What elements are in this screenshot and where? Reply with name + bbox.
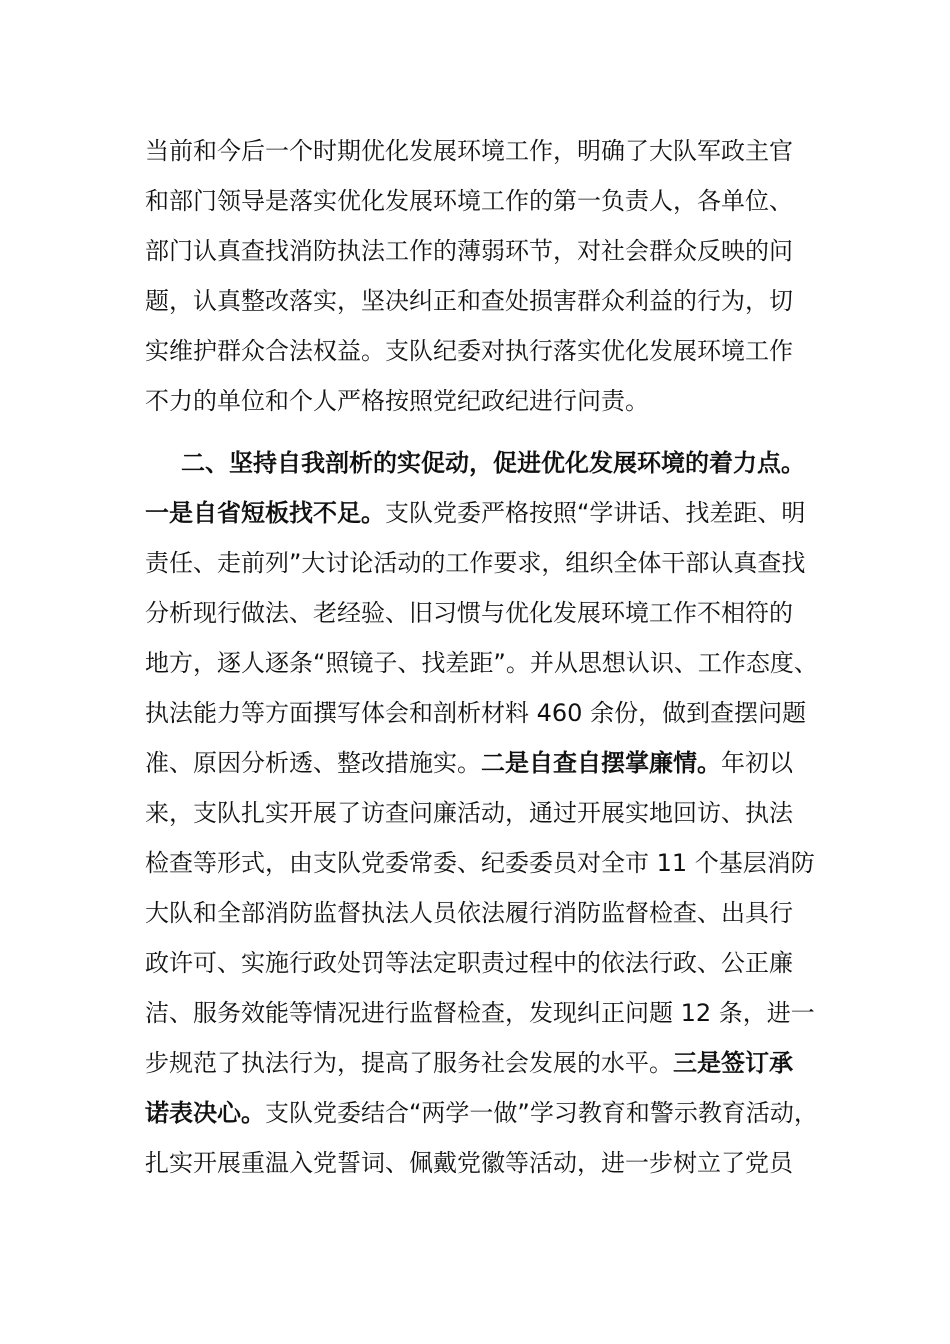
text-line: 扎实开展重温入党誓词、佩戴党徽等活动，进一步树立了党员 [145,1149,793,1177]
text-line: 政许可、实施行政处罚等法定职责过程中的依法行政、公正廉 [145,949,793,977]
text-run: 步规范了执法行为，提高了服务社会发展的水平。 [145,1049,673,1077]
bold-lead: 诺表决心。 [145,1099,265,1127]
text-run: 支队党委结合“两学一做”学习教育和警示教育活动， [265,1099,818,1127]
text-line: 实维护群众合法权益。支队纪委对执行落实优化发展环境工作 [145,337,793,365]
text-line [145,738,810,788]
text-line: 洁、服务效能等情况进行监督检查，发现纠正问题 12 条，进一 [145,999,815,1027]
text-line: 来，支队扎实开展了访查问廉活动，通过开展实地回访、执法 [145,799,793,827]
text-run: 支队党委严格按照“学讲话、找差距、明 [385,499,806,527]
text-line: 当前和今后一个时期优化发展环境工作，明确了大队军政主官 [145,137,793,165]
text-run: 年初以 [721,749,793,777]
paragraph-1 [145,126,810,426]
text-line [145,1088,818,1138]
text-line: 责任、走前列”大讨论活动的工作要求，组织全体干部认真查找 [145,549,806,577]
section-2 [145,438,818,1188]
bold-lead: 一是自省短板找不足。 [145,499,385,527]
text-line: 检查等形式，由支队党委常委、纪委委员对全市 11 个基层消防 [145,849,815,877]
text-line [145,1038,810,1088]
text-line: 题，认真整改落实，坚决纠正和查处损害群众利益的行为，切 [145,287,793,315]
bold-lead: 二是自查自摆掌廉情。 [481,749,721,777]
text-line: 和部门领导是落实优化发展环境工作的第一负责人，各单位、 [145,187,793,215]
text-line: 部门认真查找消防执法工作的薄弱环节，对社会群众反映的问 [145,237,793,265]
text-line: 地方，逐人逐条“照镜子、找差距”。并从思想认识、工作态度、 [145,649,818,677]
text-run: 准、原因分析透、整改措施实。 [145,749,481,777]
bold-lead: 三是签订承 [673,1049,793,1077]
section-heading: 二、坚持自我剖析的实促动，促进优化发展环境的着力点。 [181,449,805,477]
text-line: 分析现行做法、老经验、旧习惯与优化发展环境工作不相符的 [145,599,793,627]
text-line: 大队和全部消防监督执法人员依法履行消防监督检查、出具行 [145,899,793,927]
text-line: 执法能力等方面撰写体会和剖析材料 460 余份，做到查摆问题 [145,699,807,727]
text-line [145,488,810,538]
text-line: 不力的单位和个人严格按照党纪政纪进行问责。 [145,387,649,415]
